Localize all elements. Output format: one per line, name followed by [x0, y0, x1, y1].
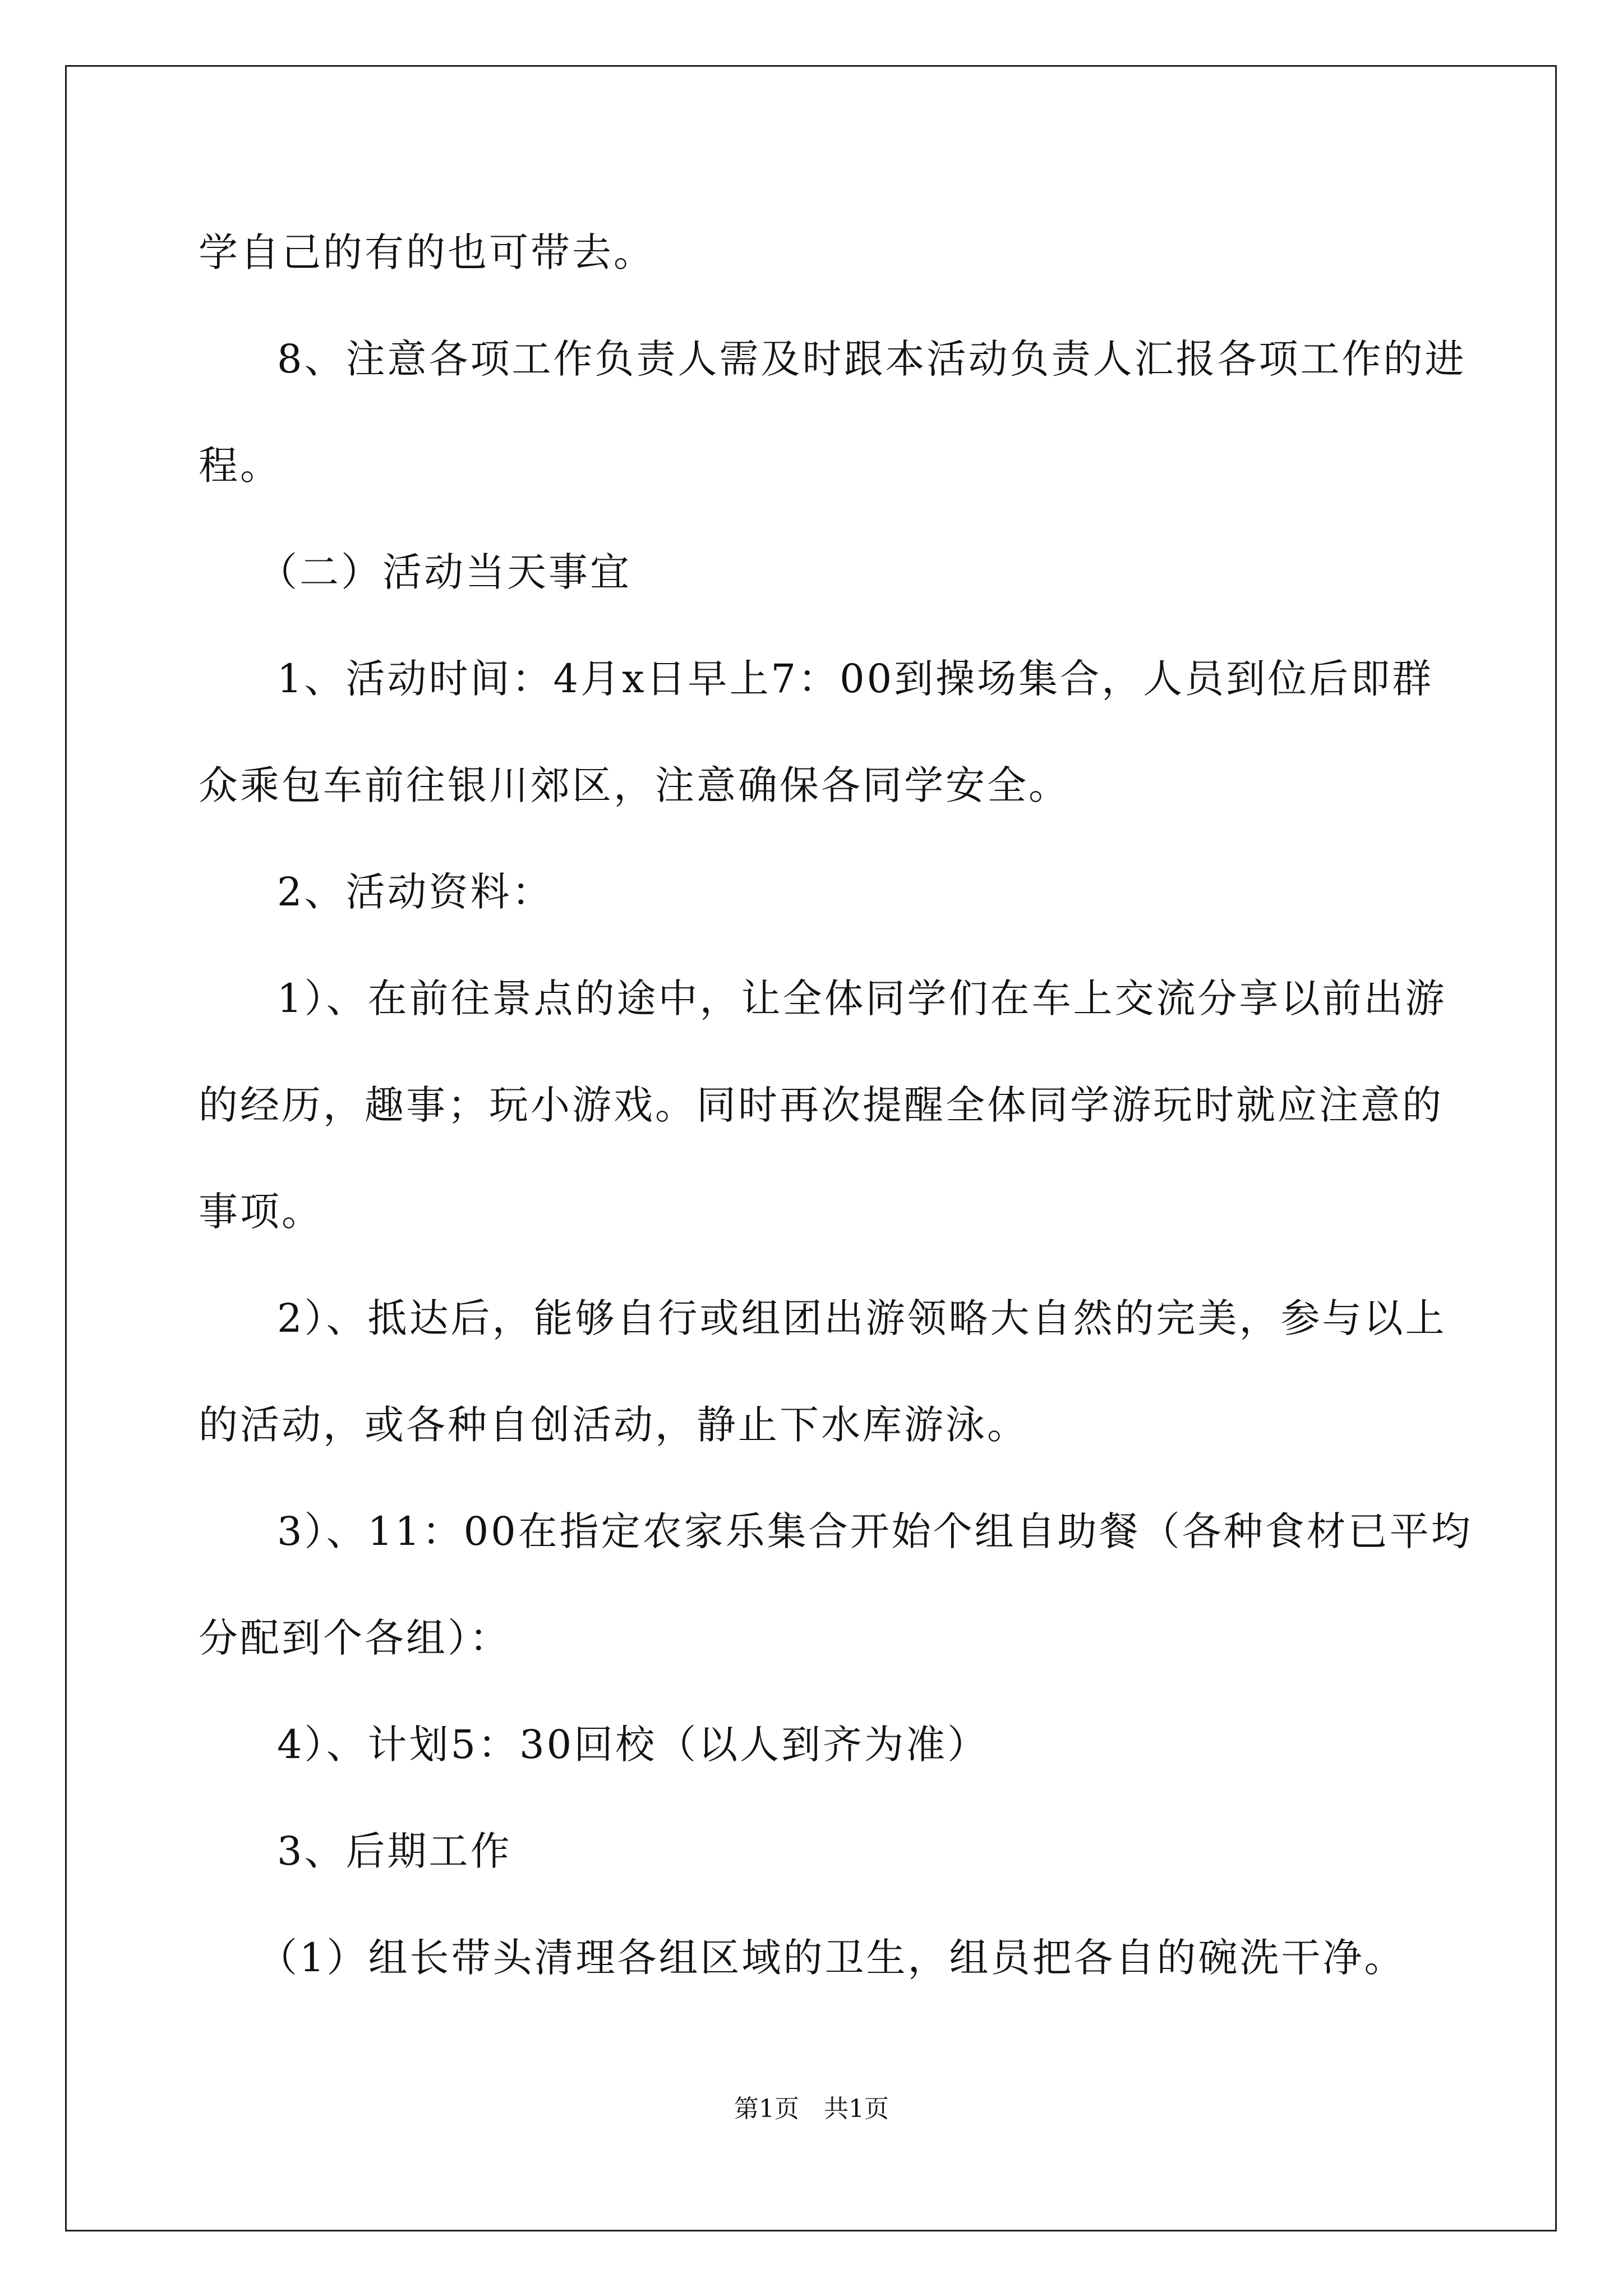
text-line-15: 4）、计划5：30回校（以人到齐为准）: [277, 1722, 989, 1768]
text-line-16: 3、后期工作: [277, 1828, 512, 1874]
text-line-13: 3）、11：00在指定农家乐集合开始个组自助餐（各种食材已平均: [277, 1508, 1473, 1554]
page-border: [65, 65, 1557, 2231]
text-line-7: 2、活动资料：: [277, 869, 554, 915]
text-line-6: 众乘包车前往银川郊区，注意确保各同学安全。: [199, 762, 1070, 808]
section-heading-activity-day: （二）活动当天事宜: [258, 549, 631, 595]
text-line-12: 的活动，或各种自创活动，静止下水库游泳。: [199, 1402, 1029, 1448]
text-line-17: （1）组长带头清理各组区域的卫生，组员把各自的碗洗干净。: [258, 1935, 1406, 1981]
page-footer: 第1页 共1页: [734, 2095, 889, 2123]
text-line-1: 学自己的有的也可带去。: [199, 229, 655, 275]
text-line-2: 8、注意各项工作负责人需及时跟本活动负责人汇报各项工作的进: [277, 336, 1467, 382]
text-line-8: 1）、在前往景点的途中，让全体同学们在车上交流分享以前出游: [277, 976, 1447, 1022]
text-line-5: 1、活动时间：4月x日早上7：00到操场集合，人员到位后即群: [277, 656, 1434, 702]
text-line-14: 分配到个各组）：: [199, 1615, 511, 1661]
text-line-9: 的经历，趣事；玩小游戏。同时再次提醒全体同学游玩时就应注意的: [199, 1082, 1444, 1128]
text-line-11: 2）、抵达后，能够自行或组团出游领略大自然的完美，参与以上: [277, 1295, 1447, 1341]
text-line-3: 程。: [199, 443, 282, 489]
text-line-10: 事项。: [199, 1189, 323, 1235]
